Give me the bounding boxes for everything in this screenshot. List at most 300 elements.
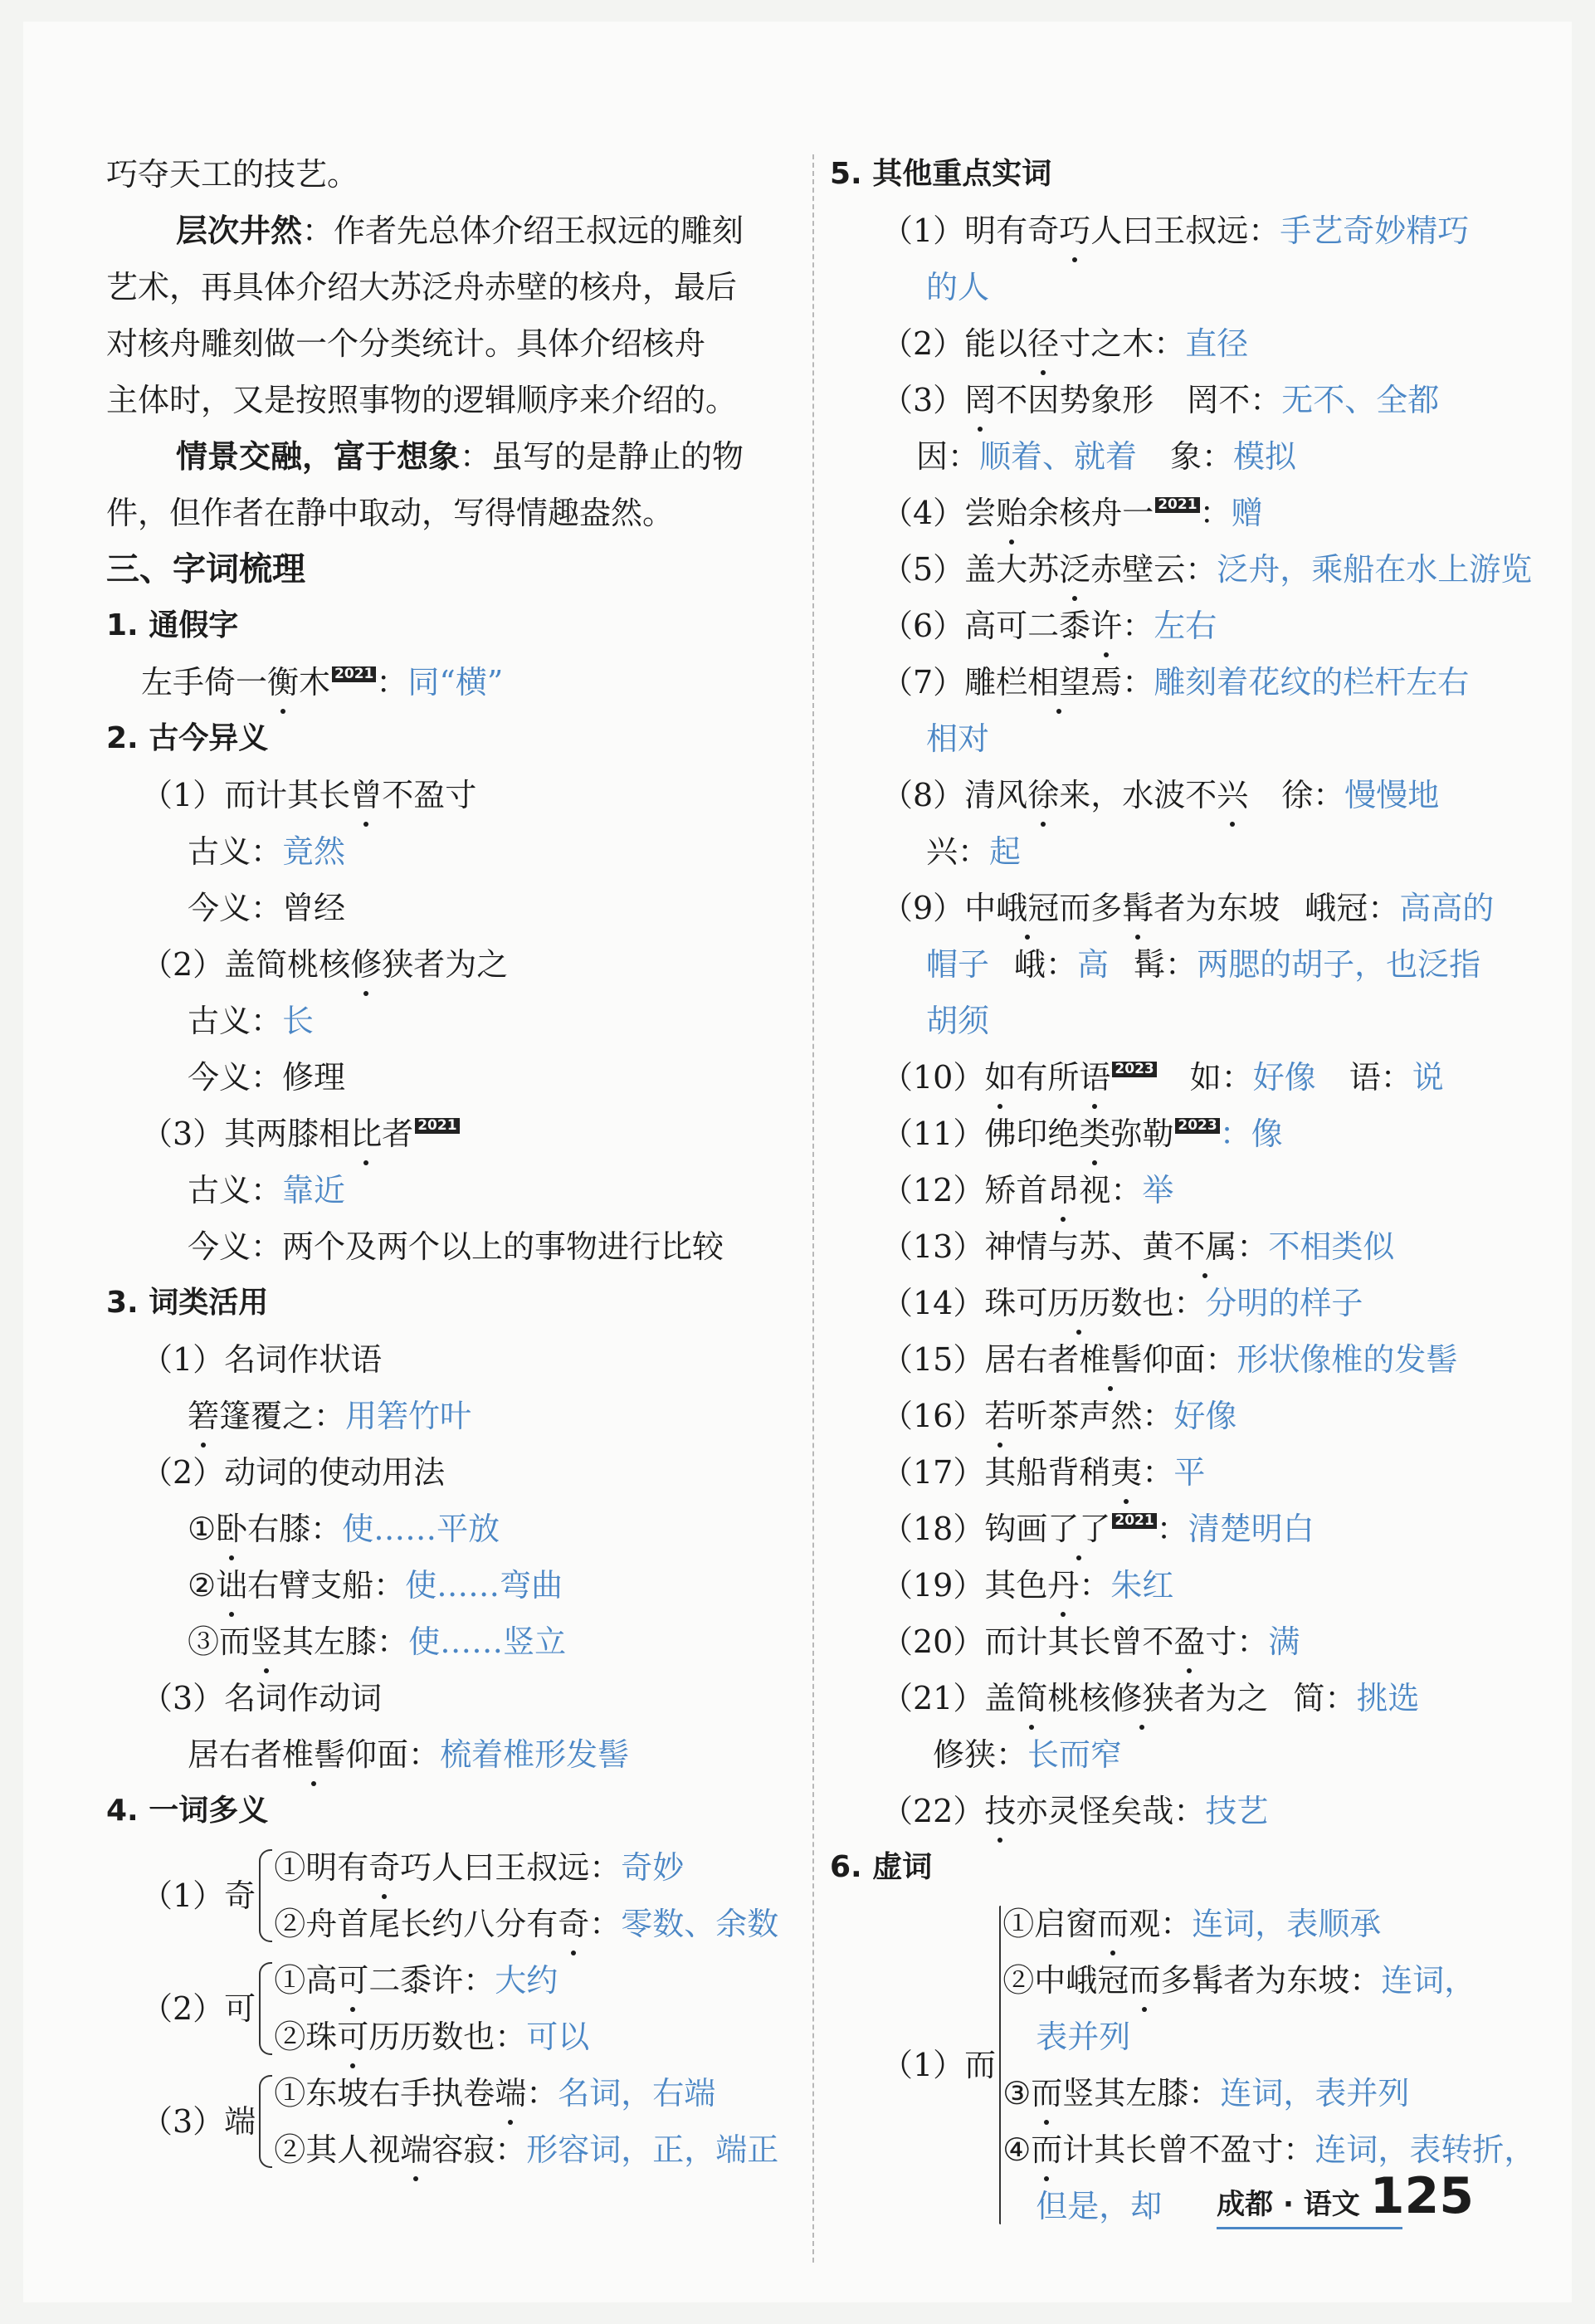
colon: ： — [376, 664, 408, 701]
key-word: 端 — [495, 2065, 526, 2121]
key-word: 罔 — [964, 372, 996, 428]
intro-line: 巧夺天工的技艺。 — [106, 156, 359, 193]
book-title: 成都 · 语文 — [1217, 2188, 1360, 2221]
key-word: 峨冠 — [996, 880, 1059, 936]
answer: 名词，右端 — [558, 2075, 716, 2112]
key-word: 卧 — [216, 1501, 247, 1557]
colon: ： — [1199, 495, 1232, 531]
gujin-sentence — [106, 767, 795, 823]
key-word: 修狭 — [1110, 1670, 1173, 1726]
answer: 连词， — [1381, 1962, 1476, 1999]
answer: 连词，表并列 — [1220, 2075, 1410, 2112]
colon: ： — [1160, 1906, 1193, 1942]
sentence-text: （4）尝 — [881, 495, 997, 531]
colon: ： — [526, 2075, 558, 2112]
answer: 连词，表转折， — [1315, 2131, 1536, 2168]
gujin-sentence — [106, 1106, 795, 1162]
shici-item — [830, 880, 1510, 936]
subsection-heading: 6. 虚词 — [830, 1850, 933, 1884]
sentence-text: 木 — [299, 664, 331, 701]
paragraph-line: 艺术，再具体介绍大苏泛舟赤壁的核舟，最后 — [106, 269, 738, 305]
sentence-text: 弥勒 — [1110, 1116, 1174, 1152]
label: 罔不： — [1187, 382, 1282, 418]
answer: 泛舟，乘船在水上游览 — [1217, 551, 1533, 588]
sentence-text: （14）珠可 — [881, 1285, 1048, 1321]
label: 古义： — [188, 1003, 283, 1039]
jin-meaning — [106, 880, 795, 936]
key-word: 如 — [984, 1049, 1016, 1106]
answer: 朱红 — [1110, 1567, 1174, 1604]
polysemy-group — [106, 2065, 795, 2178]
meaning: 曾经 — [282, 890, 346, 926]
sentence-text: 仰面 — [1142, 1341, 1206, 1378]
shici-item — [830, 654, 1510, 710]
sentence-text: ①启窗 — [1002, 1906, 1098, 1942]
colon: ： — [1248, 212, 1280, 249]
sentence-text: （18）钩画 — [881, 1511, 1048, 1547]
sep: ： — [460, 438, 492, 475]
answer: 使……弯曲 — [405, 1567, 563, 1604]
label: 简： — [1293, 1680, 1357, 1716]
brace — [259, 1962, 272, 2055]
key-word: 诎 — [216, 1557, 247, 1614]
sentence-text: 居右者 — [188, 1736, 283, 1773]
shici-item — [830, 1388, 1510, 1444]
para-text: 虽写的是静止的物 — [491, 438, 744, 475]
key-word: 了了 — [1047, 1501, 1110, 1557]
key-word: 而 — [1031, 2065, 1062, 2121]
sentence-text: （2）盖简桃核 — [141, 946, 351, 983]
answer: 高高的 — [1399, 890, 1495, 926]
polysemy-items — [274, 2065, 778, 2178]
polysemy-group — [106, 1952, 795, 2065]
sentence-text: （17）其船背稍 — [881, 1454, 1111, 1491]
sentence-text: （16） — [881, 1398, 985, 1434]
para-label: 层次井然 — [176, 212, 303, 249]
shici-item — [830, 1218, 1510, 1275]
key-word: 徐 — [1027, 767, 1059, 823]
paragraph-line: 主体时，又是按照事物的逻辑顺序来介绍的。 — [106, 382, 738, 418]
colon: ： — [589, 1849, 622, 1886]
answer: 好像 — [1252, 1059, 1316, 1096]
sentence-text: （20）而计其长曾不 — [881, 1623, 1174, 1660]
answer: 挑选 — [1356, 1680, 1420, 1716]
sentence-text: 狭者为之 — [382, 946, 509, 983]
xuci-item — [1002, 1896, 1535, 1952]
answer: 技艺 — [1205, 1793, 1269, 1829]
subsection-heading: 2. 古今异义 — [106, 721, 269, 755]
label: 今义： — [188, 1059, 283, 1096]
key-word: 泛 — [1059, 541, 1090, 598]
sentence-text: （15）居右者 — [881, 1341, 1080, 1378]
sentence-text: 计其长曾不盈寸 — [1062, 2131, 1284, 2168]
answer: 表并列 — [1036, 2019, 1131, 2055]
answer: 奇妙 — [621, 1849, 685, 1886]
usage-item — [106, 1557, 795, 1614]
column-divider — [812, 154, 814, 2263]
answer: 高 — [1077, 946, 1110, 983]
key-word: 历历 — [1047, 1275, 1110, 1331]
shici-item — [830, 1444, 1510, 1501]
polysemy-item — [274, 2121, 778, 2178]
sentence-text: （19）其色 — [881, 1567, 1048, 1604]
answer: 不相类似 — [1268, 1228, 1395, 1265]
sentence-text: 历历数也 — [368, 2019, 495, 2055]
gu-meaning — [106, 823, 795, 880]
year-badge: 2023 — [1175, 1118, 1219, 1134]
sentence-text: 来，水波不 — [1059, 777, 1217, 813]
polysemy-item — [274, 2009, 589, 2065]
answer: 清楚明白 — [1188, 1511, 1315, 1547]
polysemy-head: （3）端 — [141, 2103, 256, 2140]
year-badge: 2021 — [1155, 497, 1199, 513]
colon: ： — [1349, 1962, 1382, 1999]
usage-type: （2）动词的使动用法 — [141, 1454, 446, 1491]
key-word: 髯 — [1122, 880, 1154, 936]
polysemy-item — [274, 1839, 778, 1896]
key-word: 修 — [350, 936, 382, 993]
answer: 举 — [1142, 1172, 1174, 1208]
label: 髯： — [1134, 946, 1197, 983]
colon: ： — [373, 1567, 406, 1604]
xuci-item — [1002, 2065, 1535, 2121]
sentence-text: （10） — [881, 1059, 985, 1096]
colon: ： — [1188, 2075, 1221, 2112]
sentence-text: （7）雕栏 — [881, 664, 1028, 701]
key-word: 而 — [1097, 1896, 1129, 1952]
answer: 慢慢地 — [1344, 777, 1440, 813]
answer: 模拟 — [1233, 438, 1297, 475]
sentence-text: （2）能以 — [881, 325, 1028, 362]
key-word: 丹 — [1047, 1557, 1079, 1614]
sentence-text: 寸 — [1205, 1623, 1237, 1660]
answer: 手艺奇妙精巧 — [1280, 212, 1470, 249]
shici-item — [830, 541, 1533, 598]
polysemy-item — [274, 1896, 778, 1952]
sentence-text: 多髯者为东坡 — [1160, 1962, 1350, 1999]
answer: 像 — [1251, 1116, 1283, 1152]
shici-item — [830, 598, 1510, 654]
colon: ： — [1156, 1511, 1188, 1547]
label: 如： — [1189, 1059, 1253, 1096]
key-word: 奇 — [368, 1839, 400, 1896]
shici-item — [830, 1614, 1510, 1670]
key-word: 衡 — [267, 654, 299, 710]
key-word: 盈 — [1173, 1614, 1205, 1670]
sentence-text: 巧人曰王叔远 — [400, 1849, 590, 1886]
colon: ： — [1122, 664, 1154, 701]
sentence-text: ②舟首尾长约八分有 — [274, 1906, 558, 1942]
answer: 无不、全都 — [1281, 382, 1440, 418]
key-word: 可 — [337, 2009, 368, 2065]
label: 古义： — [188, 833, 283, 870]
answer: 靠近 — [282, 1172, 346, 1208]
shici-item-cont — [830, 1726, 1510, 1783]
brace — [259, 2075, 272, 2168]
answer: 大约 — [495, 1962, 558, 1999]
colon: ： — [1283, 2131, 1315, 2168]
sentence-text: （13）神情与苏、黄 — [881, 1228, 1174, 1265]
key-word: 曾 — [350, 767, 382, 823]
answer: 雕刻着花纹的栏杆左右 — [1154, 664, 1470, 701]
gu-meaning — [106, 993, 795, 1049]
sentence-text: ②其人视 — [274, 2131, 401, 2168]
sentence-text: 者 — [382, 1116, 414, 1152]
key-word: 贻 — [996, 485, 1027, 541]
label: 语： — [1349, 1059, 1412, 1096]
answer: 帽子 — [926, 946, 990, 983]
meaning: 修理 — [282, 1059, 346, 1096]
key-word: 许 — [1090, 598, 1122, 654]
key-word: 箬 — [188, 1388, 219, 1444]
sentence-text: 寸之木 — [1059, 325, 1154, 362]
meaning: 两个及两个以上的事物进行比较 — [282, 1228, 724, 1265]
answer: 连词，表顺承 — [1192, 1906, 1382, 1942]
colon: ： — [1173, 1285, 1206, 1321]
sentence-text: 篷覆之 — [219, 1398, 315, 1434]
sentence-text: 数也 — [1110, 1285, 1174, 1321]
sentence-text: 右膝 — [247, 1511, 311, 1547]
shici-item — [830, 203, 1510, 259]
label: 因： — [916, 438, 980, 475]
label: 峨： — [1014, 946, 1078, 983]
year-badge: 2021 — [415, 1118, 459, 1134]
paragraph-line: 对核舟雕刻做一个分类统计。具体介绍核舟 — [106, 325, 706, 362]
answer: 起 — [989, 833, 1022, 870]
sentence-text: 不因势象形 — [996, 382, 1154, 418]
polysemy-items — [274, 1952, 589, 2065]
colon: ： — [408, 1736, 441, 1773]
answer: 分明的样子 — [1205, 1285, 1363, 1321]
paragraph-line: 件，但作者在静中取动，写得情趣盎然。 — [106, 495, 675, 531]
sentence-text: 左手倚一 — [141, 664, 268, 701]
label: 修狭： — [933, 1736, 1028, 1773]
colon: ： — [1142, 1454, 1174, 1491]
shici-item-cont — [830, 936, 1510, 993]
usage-item — [106, 1726, 795, 1783]
answer: 使……平放 — [342, 1511, 500, 1547]
key-word: 语 — [1079, 1049, 1110, 1106]
colon: ： — [377, 1623, 409, 1660]
answer: 梳着椎形发髻 — [440, 1736, 630, 1773]
shici-item — [830, 372, 1510, 428]
colon: ： — [310, 1511, 343, 1547]
sentence-text: 其左膝 — [282, 1623, 378, 1660]
label: 峨冠： — [1305, 890, 1400, 926]
sentence-text: 而多 — [1059, 890, 1123, 926]
sentence-text: 有所 — [1016, 1059, 1080, 1096]
sentence-text: ②珠 — [274, 2019, 338, 2055]
colon: ： — [1110, 1172, 1143, 1208]
key-word: 可 — [337, 1952, 368, 2009]
shici-item — [830, 1331, 1510, 1388]
answer: 好像 — [1173, 1398, 1237, 1434]
shici-item — [830, 1106, 1510, 1162]
sentence-text: 者为东坡 — [1154, 890, 1280, 926]
subsection-heading: 5. 其他重点实词 — [830, 157, 1052, 191]
brace — [259, 1849, 272, 1942]
shici-item — [830, 1275, 1510, 1331]
sentence-text: （1）而计其长 — [141, 777, 351, 813]
gujin-list — [106, 767, 795, 1275]
sentence-text: （9）中 — [881, 890, 997, 926]
key-word: 椎髻 — [1079, 1331, 1142, 1388]
answer: 顺着、就着 — [979, 438, 1138, 475]
key-word: 端 — [400, 2121, 432, 2178]
sentence-text: 焉 — [1090, 664, 1123, 701]
label: 象： — [1170, 438, 1234, 475]
sentence-text: （1）明有 — [881, 212, 1028, 249]
sentence-text: ④ — [1002, 2131, 1032, 2168]
colon: ： — [495, 2131, 527, 2168]
sentence-text: ①东坡右手执卷 — [274, 2075, 495, 2112]
shici-item — [830, 1162, 1510, 1218]
polysemy-items — [274, 1839, 778, 1952]
sentence-text: 亦灵怪矣哉 — [1016, 1793, 1174, 1829]
colon: ： — [1219, 1116, 1251, 1152]
shici-item — [830, 1501, 1510, 1557]
sentence-text: 仰面 — [345, 1736, 409, 1773]
usage-type: （1）名词作状语 — [141, 1341, 383, 1378]
key-word: 简 — [1016, 1670, 1047, 1726]
sentence-text: ②中峨冠 — [1002, 1962, 1129, 1999]
key-word: 而 — [1129, 1952, 1160, 2009]
sentence-text: 二黍许 — [368, 1962, 464, 1999]
brace — [999, 1906, 1001, 2224]
xuci-item — [1002, 1952, 1535, 2009]
key-word: 技 — [984, 1783, 1016, 1839]
paragraph-line — [106, 428, 795, 485]
sentence-text: 桃核 — [1047, 1680, 1111, 1716]
usage-type: （3）名词作动词 — [141, 1680, 383, 1716]
subsection-heading: 4. 一词多义 — [106, 1794, 269, 1828]
answer: 满 — [1268, 1623, 1300, 1660]
left-column — [106, 146, 795, 2178]
polysemy-item — [274, 1952, 589, 2009]
key-word: 竖 — [251, 1614, 282, 1670]
sentence-text: （21）盖 — [881, 1680, 1017, 1716]
para-label: 情景交融，富于想象 — [176, 438, 461, 475]
year-badge: 2021 — [332, 666, 376, 682]
answer: 使……竖立 — [408, 1623, 567, 1660]
colon: ： — [463, 1962, 495, 1999]
colon: ： — [1185, 551, 1217, 588]
sentence-text: （12）矫首 — [881, 1172, 1048, 1208]
gujin-sentence — [106, 936, 795, 993]
sep: ： — [302, 212, 334, 249]
xuci-item-cont — [1002, 2009, 1535, 2065]
subsection-heading: 3. 词类活用 — [106, 1286, 269, 1320]
sentence-text: （8）清风 — [881, 777, 1028, 813]
footer-underline — [1217, 2227, 1402, 2229]
label: 今义： — [188, 890, 283, 926]
sentence-text: 赤壁云 — [1090, 551, 1186, 588]
sentence-text: （22） — [881, 1793, 985, 1829]
jin-meaning — [106, 1049, 795, 1106]
answer: 长 — [282, 1003, 315, 1039]
sentence-text: 容寂 — [432, 2131, 495, 2168]
answer: 赠 — [1231, 495, 1263, 531]
sentence-text: （5）盖大苏 — [881, 551, 1060, 588]
key-word: 类 — [1079, 1106, 1110, 1162]
answer: 同“横” — [407, 664, 504, 701]
page-footer — [1217, 2167, 1474, 2225]
answer: 两腮的胡子，也泛指 — [1197, 946, 1481, 983]
shici-item — [830, 767, 1510, 823]
key-word: 相望 — [1027, 654, 1090, 710]
usage-item — [106, 1614, 795, 1670]
gu-meaning — [106, 1162, 795, 1218]
answer: 胡须 — [926, 1003, 990, 1039]
sentence-text: 者为之 — [1173, 1680, 1269, 1716]
usage-item — [106, 1388, 795, 1444]
sentence-text: 不盈寸 — [382, 777, 477, 813]
shici-item — [830, 1670, 1510, 1726]
shici-item — [830, 1049, 1510, 1106]
key-word: 不属 — [1173, 1218, 1236, 1275]
answer: 左右 — [1154, 608, 1217, 644]
shici-item-cont — [830, 993, 1510, 1049]
shici-item — [830, 485, 1510, 541]
answer: 的人 — [926, 269, 990, 305]
polysemy-item — [274, 2065, 778, 2121]
key-word: 奇巧人 — [1027, 203, 1122, 259]
tongjia-item — [106, 654, 795, 710]
para-text: 作者先总体介绍王叔远的雕刻 — [334, 212, 744, 249]
shici-item-cont — [830, 823, 1510, 880]
sentence-text: 听茶声然 — [1016, 1398, 1143, 1434]
sentence-text: ①高 — [274, 1962, 338, 1999]
colon: ： — [1142, 1398, 1174, 1434]
label: 兴： — [926, 833, 990, 870]
colon: ： — [495, 2019, 527, 2055]
answer: 形容词，正，端正 — [526, 2131, 779, 2168]
sentence-text: 竖其左膝 — [1062, 2075, 1189, 2112]
colon: ： — [589, 1906, 622, 1942]
key-word: 椎髻 — [282, 1726, 345, 1783]
shici-item-cont — [830, 710, 1510, 767]
sentence-text: （3） — [881, 382, 965, 418]
colon: ： — [1236, 1623, 1269, 1660]
answer: 平 — [1173, 1454, 1206, 1491]
colon: ： — [1154, 325, 1186, 362]
usage-item — [106, 1501, 795, 1557]
page-number: 125 — [1369, 2167, 1474, 2225]
shici-item-cont — [830, 259, 1510, 315]
textbook-page — [23, 22, 1572, 2302]
answer: 可以 — [526, 2019, 590, 2055]
answer: 长而窄 — [1027, 1736, 1123, 1773]
sentence-text: ② — [188, 1567, 217, 1604]
key-word: 夷 — [1110, 1444, 1142, 1501]
right-column — [830, 146, 1536, 2234]
year-badge: 2023 — [1112, 1062, 1156, 1077]
sentence-text: （3）其两膝相 — [141, 1116, 351, 1152]
polysemy-head: （1）奇 — [141, 1877, 256, 1914]
colon: ： — [1173, 1793, 1206, 1829]
polysemy-group — [106, 1839, 795, 1952]
colon: ： — [1236, 1228, 1269, 1265]
jin-meaning — [106, 1218, 795, 1275]
key-word: 径 — [1027, 315, 1059, 372]
polysemy-head: （2）可 — [141, 1990, 256, 2027]
shici-item — [830, 1783, 1510, 1839]
sentence-text: ①明有 — [274, 1849, 369, 1886]
key-word: 而 — [1031, 2121, 1062, 2178]
sentence-text: ③而 — [188, 1623, 251, 1660]
sentence-text: 右臂支船 — [247, 1567, 374, 1604]
label: 徐： — [1281, 777, 1345, 813]
